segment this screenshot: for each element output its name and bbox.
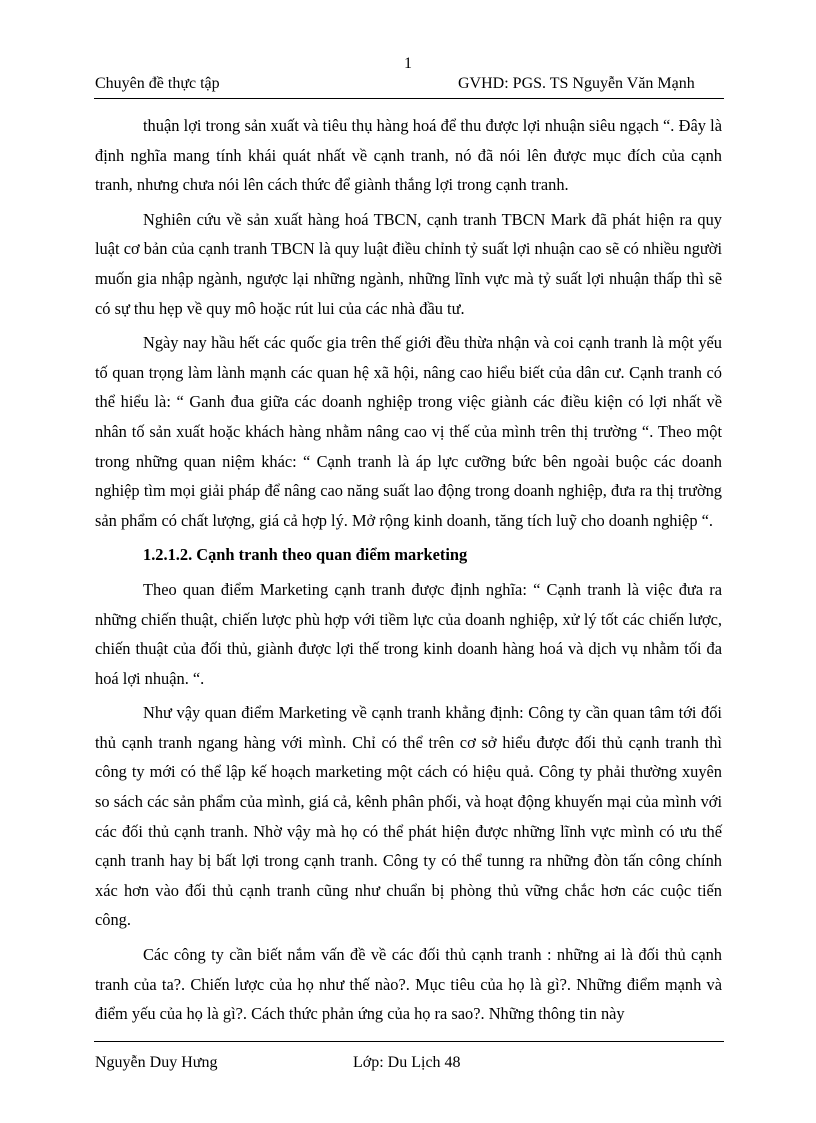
document-body — [95, 111, 722, 1034]
header-divider — [94, 98, 724, 99]
footer-divider — [94, 1041, 724, 1042]
section-heading: 1.2.1.2. Cạnh tranh theo quan điểm marketing — [143, 545, 468, 565]
paragraph-4: Theo quan điểm Marketing cạnh tranh được định nghĩa: “ Cạnh tranh là việc đưa ra những chiến thuật, chiến lược phù hợp với tiềm lực của doanh nghiệp, xử lý tốt các chiến lược, chiến thuật của đối thủ, giành được lợi thế trong kinh doanh hàng hoá và dịch vụ nhằm tối đa hoá lợi nhuận. “. — [95, 579, 722, 688]
page-number: 1 — [404, 55, 412, 72]
header-advisor: GVHD: PGS. TS Nguyễn Văn Mạnh — [458, 75, 695, 92]
paragraph-1: thuận lợi trong sản xuất và tiêu thụ hàng hoá để thu được lợi nhuận siêu ngạch “. Đây là định nghĩa mang tính khái quát nhất về cạnh tranh, nó đã nói lên được mục đích của cạnh tranh, nhưng chưa nói lên cách thức để giành thắng lợi trong cạnh tranh. — [95, 116, 722, 195]
footer-author: Nguyễn Duy Hưng — [95, 1054, 218, 1071]
paragraph-5: Như vậy quan điểm Marketing về cạnh tranh khẳng định: Công ty cần quan tâm tới đối thủ cạnh tranh ngang hàng với mình. Chỉ có thể trên cơ sở hiểu được đối thủ cạnh tranh thì công ty mới có thể lập kế hoạch marketing một cách có hiệu quả. Công ty phải thường xuyên so sách các sản phẩm của mình, giá cả, kênh phân phối, và hoạt động khuyến mại của mình với các đối thủ cạnh tranh. Nhờ vậy mà họ có thể phát hiện được những lĩnh vực mình có ưu thế cạnh tranh hay bị bất lợi trong cạnh tranh. Công ty có thể tunng ra những đòn tấn công chính xác hơn vào đối thủ cạnh tranh cũng như chuẩn bị phòng thủ vững chắc hơn các cuộc tiến công. — [95, 703, 722, 930]
paragraph-6: Các công ty cần biết nắm vấn đề về các đối thủ cạnh tranh : những ai là đối thủ cạnh tranh của ta?. Chiến lược của họ như thế nào?. Mục tiêu của họ là gì?. Những điểm mạnh và điểm yếu của họ là gì?. Cách thức phản ứng của họ ra sao?. Những thông tin này — [95, 945, 722, 1024]
paragraph-3: Ngày nay hầu hết các quốc gia trên thế giới đều thừa nhận và coi cạnh tranh là một yếu tố quan trọng làm lành mạnh các quan hệ xã hội, nâng cao hiểu biết của dân cư. Cạnh tranh có thể hiểu là: “ Ganh đua giữa các doanh nghiệp trong việc giành các điều kiện có lợi nhất về nhân tố sản xuất hoặc khách hàng nhằm nâng cao vị thế của mình trên thị trường “. Theo một trong những quan niệm khác: “ Cạnh tranh là áp lực cưỡng bức bên ngoài buộc các doanh nghiệp tìm mọi giải pháp để nâng cao năng suất lao động trong doanh nghiệp, đưa ra thị trường sản phẩm có chất lượng, giá cả hợp lý. Mở rộng kinh doanh, tăng tích luỹ cho doanh nghiệp “. — [95, 333, 722, 530]
paragraph-2: Nghiên cứu về sản xuất hàng hoá TBCN, cạnh tranh TBCN Mark đã phát hiện ra quy luật cơ bản của cạnh tranh TBCN là quy luật điều chỉnh tỷ suất lợi nhuận cao sẽ có nhiều người muốn gia nhập ngành, ngược lại những ngành, những lĩnh vực mà tỷ suất lợi nhuận thấp thì sẽ có sự thu hẹp về quy mô hoặc rút lui của các nhà đầu tư. — [95, 209, 722, 318]
footer-class: Lớp: Du Lịch 48 — [353, 1054, 461, 1071]
header-title: Chuyên đề thực tập — [95, 75, 220, 92]
